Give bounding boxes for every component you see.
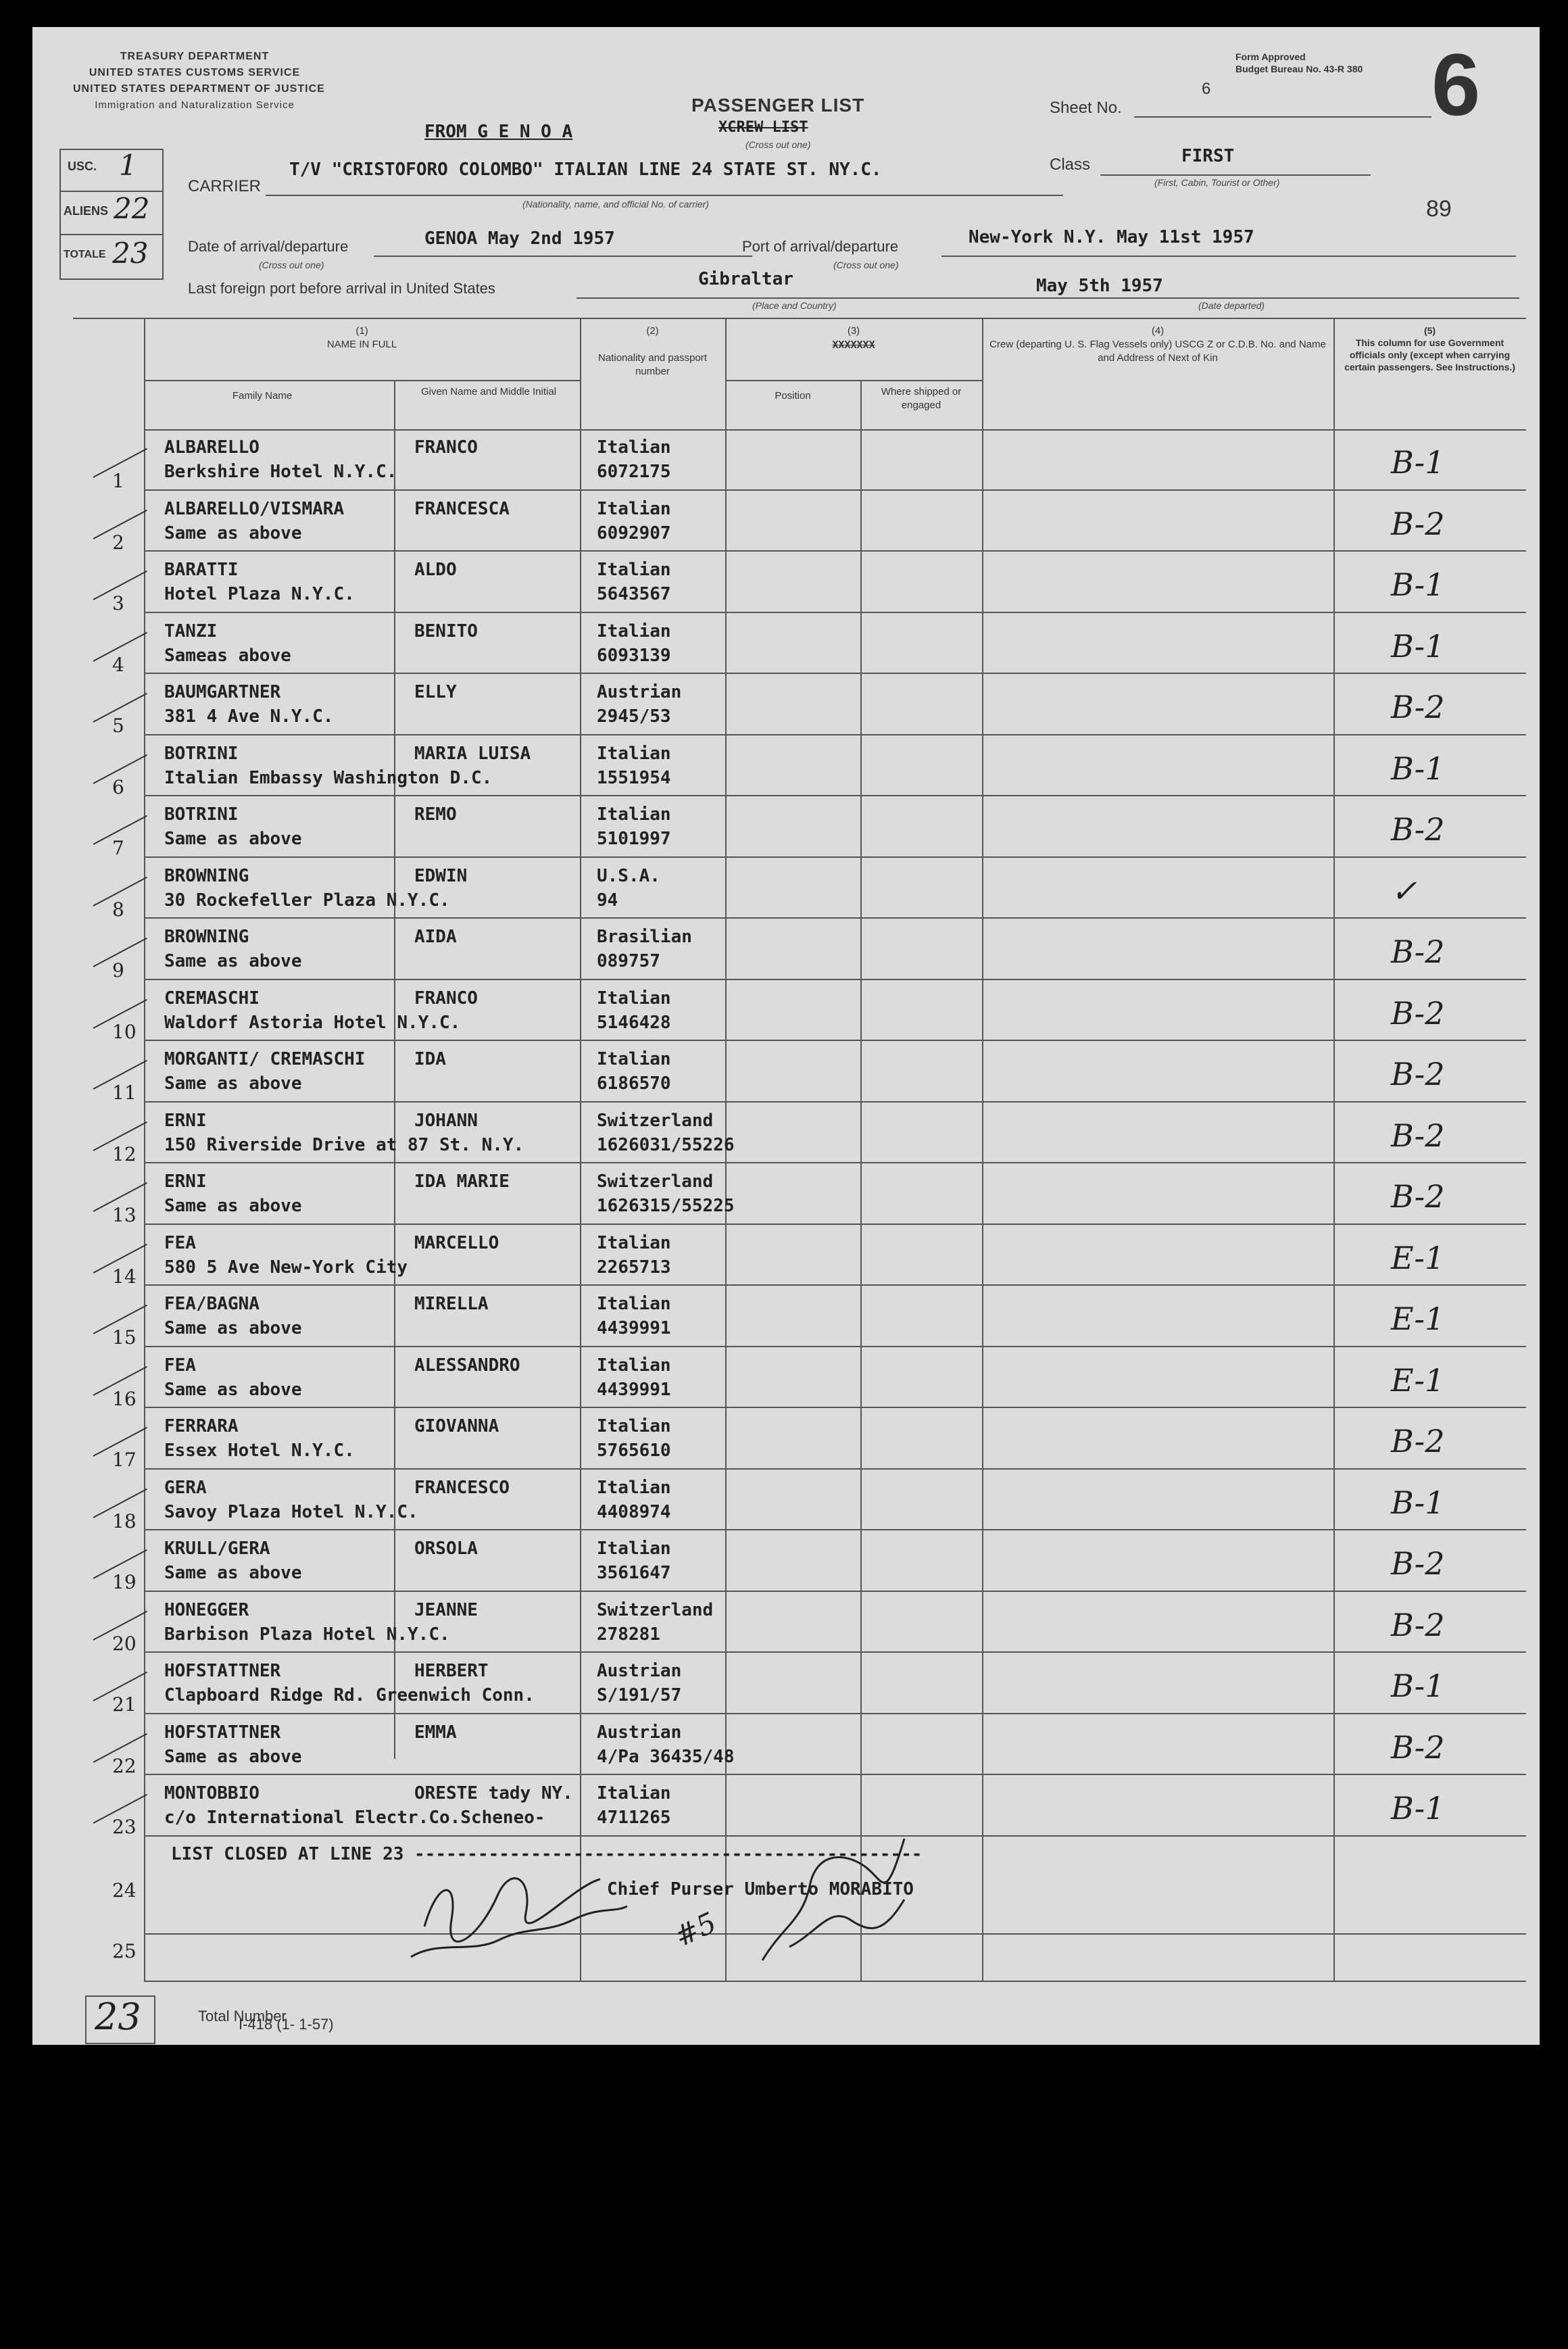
row-number: 23 xyxy=(112,1816,137,1838)
table-row xyxy=(32,1041,1540,1102)
passenger-passport: 4439991 xyxy=(597,1379,671,1400)
passenger-address: Clapboard Ridge Rd. Greenwich Conn. xyxy=(164,1685,535,1705)
passenger-nationality: Italian xyxy=(597,1355,671,1376)
col1-title: NAME IN FULL xyxy=(326,339,397,350)
passenger-nationality: Italian xyxy=(597,1294,671,1314)
col5-title: This column for use Government officials only (except when carrying certain passengers. See Instructions.) xyxy=(1344,337,1515,372)
table-row xyxy=(32,1592,1540,1653)
position-header: Position xyxy=(775,390,811,402)
col3-header xyxy=(729,324,979,352)
last-port-value: Gibraltar xyxy=(698,269,793,289)
row-number: 4 xyxy=(112,653,124,676)
col5-header xyxy=(1337,324,1523,373)
row-number: 3 xyxy=(112,592,124,614)
crew-list-struck: XCREW LIST xyxy=(718,119,808,136)
table-row xyxy=(32,735,1540,796)
passenger-nationality: Italian xyxy=(597,560,671,580)
tally-total-value: 23 xyxy=(112,237,149,270)
passenger-family-name: FEA xyxy=(164,1355,196,1376)
col1-number: (1) xyxy=(356,325,368,337)
cross-out-note: (Cross out one) xyxy=(745,139,811,150)
place-note: (Place and Country) xyxy=(752,300,837,311)
passenger-family-name: ALBARELLO xyxy=(164,437,260,458)
passenger-address: Same as above xyxy=(164,1318,302,1338)
dept-line-3: UNITED STATES DEPARTMENT OF JUSTICE xyxy=(73,83,325,95)
total-value: 23 xyxy=(95,1995,141,2038)
tally-aliens-value: 22 xyxy=(114,192,150,225)
passenger-given-name: ORSOLA xyxy=(414,1539,478,1559)
visa-class-mark: B-2 xyxy=(1391,1423,1445,1459)
passenger-passport: 5643567 xyxy=(597,584,671,604)
passenger-family-name: CREMASCHI xyxy=(164,988,260,1009)
officer-signature xyxy=(397,1839,681,1974)
row-number: 8 xyxy=(112,898,124,921)
passenger-family-name: ALBARELLO/VISMARA xyxy=(164,498,345,519)
passenger-nationality: Austrian xyxy=(597,1722,682,1743)
passenger-family-name: FEA/BAGNA xyxy=(164,1294,260,1314)
row-number: 11 xyxy=(112,1082,137,1104)
row-number: 13 xyxy=(112,1204,137,1226)
row-number: 17 xyxy=(112,1449,137,1471)
row-number: 22 xyxy=(112,1754,137,1777)
col2-number: (2) xyxy=(646,325,659,337)
port-value: New-York N.Y. May 11st 1957 xyxy=(969,227,1254,247)
col4-header xyxy=(989,324,1327,365)
date-note: (Cross out one) xyxy=(259,260,324,270)
passenger-passport: 6093139 xyxy=(597,645,671,666)
visa-class-mark: B-2 xyxy=(1391,689,1445,725)
passenger-given-name: GIOVANNA xyxy=(414,1416,499,1436)
passenger-address: Same as above xyxy=(164,1379,302,1400)
passenger-nationality: U.S.A. xyxy=(597,865,660,886)
col4-title: Crew (departing U. S. Flag Vessels only) USCG Z or C.D.B. No. and Name and Address of Next of Kin xyxy=(989,339,1326,364)
visa-class-mark: B-2 xyxy=(1391,1545,1445,1582)
col3-title: XXXXXXX xyxy=(832,339,875,351)
passenger-family-name: ERNI xyxy=(164,1110,207,1131)
tally-usc-label: USC. xyxy=(68,160,97,173)
passenger-nationality: Italian xyxy=(597,621,671,641)
passenger-family-name: GERA xyxy=(164,1477,207,1498)
date-value: GENOA May 2nd 1957 xyxy=(424,228,615,249)
passenger-passport: 2945/53 xyxy=(597,706,671,727)
passenger-address: 381 4 Ave N.Y.C. xyxy=(164,706,334,727)
passenger-family-name: MORGANTI/ CREMASCHI xyxy=(164,1049,366,1069)
passenger-address: Italian Embassy Washington D.C. xyxy=(164,767,493,788)
table-row xyxy=(32,1408,1540,1469)
passenger-passport: 6092907 xyxy=(597,523,671,543)
passenger-given-name: FRANCESCA xyxy=(414,498,510,519)
carrier-line xyxy=(266,195,1063,196)
row-number: 14 xyxy=(112,1265,137,1288)
passenger-family-name: BAUMGARTNER xyxy=(164,682,281,702)
signature-mark: #5 xyxy=(669,1906,722,1954)
passenger-address: Savoy Plaza Hotel N.Y.C. xyxy=(164,1501,418,1522)
passenger-given-name: ALESSANDRO xyxy=(414,1355,520,1376)
passenger-nationality: Italian xyxy=(597,743,671,764)
passenger-address: 580 5 Ave New-York City xyxy=(164,1257,408,1278)
visa-class-mark: B-1 xyxy=(1391,1668,1445,1704)
sheet-big-number: 6 xyxy=(1431,35,1481,134)
passenger-given-name: FRANCO xyxy=(414,437,478,458)
department-block xyxy=(73,49,325,114)
passenger-nationality: Italian xyxy=(597,988,671,1009)
passenger-passport: 1626031/55226 xyxy=(597,1134,735,1155)
passenger-nationality: Italian xyxy=(597,498,671,519)
port-note: (Cross out one) xyxy=(833,260,899,270)
passenger-family-name: FERRARA xyxy=(164,1416,239,1436)
passenger-family-name: BROWNING xyxy=(164,865,249,886)
passenger-passport: 278281 xyxy=(597,1624,660,1645)
passenger-nationality: Italian xyxy=(597,1049,671,1069)
passenger-address: Essex Hotel N.Y.C. xyxy=(164,1440,355,1461)
table-row xyxy=(32,1225,1540,1286)
table-row xyxy=(32,1653,1540,1714)
passenger-given-name: ALDO xyxy=(414,560,457,580)
passenger-family-name: TANZI xyxy=(164,621,218,641)
family-name-header: Family Name xyxy=(232,390,293,402)
dept-line-2: UNITED STATES CUSTOMS SERVICE xyxy=(89,67,301,78)
row-number: 12 xyxy=(112,1142,137,1165)
form-code: I-418 (1- 1-57) xyxy=(239,2016,334,2033)
passenger-given-name: IDA xyxy=(414,1049,446,1069)
passenger-nationality: Italian xyxy=(597,1232,671,1253)
passenger-passport: 2265713 xyxy=(597,1257,671,1278)
passenger-given-name: ORESTE tady NY. xyxy=(414,1783,573,1803)
given-name-header: Given Name and Middle Initial xyxy=(420,386,557,397)
port-label: Port of arrival/departure xyxy=(742,238,899,255)
passenger-family-name: HONEGGER xyxy=(164,1599,249,1620)
table-row xyxy=(32,552,1540,612)
passenger-address: Berkshire Hotel N.Y.C. xyxy=(164,462,397,482)
sheet-no-value: 6 xyxy=(1202,80,1211,98)
passenger-passport: 1626315/55225 xyxy=(597,1196,735,1216)
col4-number: (4) xyxy=(1151,325,1165,337)
passenger-passport: S/191/57 xyxy=(597,1685,682,1705)
form-title: PASSENGER LIST xyxy=(691,95,865,116)
last-port-date: May 5th 1957 xyxy=(1036,276,1163,296)
passenger-given-name: EDWIN xyxy=(414,865,468,886)
passenger-passport: 4711265 xyxy=(597,1808,671,1828)
passenger-nationality: Italian xyxy=(597,804,671,825)
passenger-family-name: MONTOBBIO xyxy=(164,1783,260,1803)
row-number: 21 xyxy=(112,1693,137,1716)
passenger-nationality: Italian xyxy=(597,1416,671,1436)
class-line xyxy=(1100,174,1371,176)
passenger-address: Same as above xyxy=(164,829,302,849)
row-number: 7 xyxy=(112,837,124,859)
passenger-given-name: MIRELLA xyxy=(414,1294,489,1314)
table-row xyxy=(32,1103,1540,1163)
row-number: 19 xyxy=(112,1571,137,1593)
form-approved: Form Approved xyxy=(1235,51,1306,62)
passenger-given-name: BENITO xyxy=(414,621,478,641)
passenger-given-name: FRANCO xyxy=(414,988,478,1009)
passenger-given-name: MARCELLO xyxy=(414,1232,499,1253)
visa-class-mark: B-2 xyxy=(1391,505,1445,542)
passenger-address: Sameas above xyxy=(164,645,291,666)
passenger-family-name: ERNI xyxy=(164,1171,207,1192)
passenger-given-name: HERBERT xyxy=(414,1661,489,1681)
passenger-address: Barbison Plaza Hotel N.Y.C. xyxy=(164,1624,450,1645)
passenger-family-name: HOFSTATTNER xyxy=(164,1722,281,1743)
passenger-passport: 4/Pa 36435/48 xyxy=(597,1746,735,1767)
row-number: 6 xyxy=(112,775,124,798)
visa-class-mark: B-2 xyxy=(1391,1178,1445,1215)
passenger-passport: 5146428 xyxy=(597,1012,671,1033)
chief-purser: Chief Purser Umberto MORABITO xyxy=(607,1879,914,1899)
passenger-nationality: Switzerland xyxy=(597,1599,714,1620)
col3-number: (3) xyxy=(847,325,860,337)
passenger-family-name: BOTRINI xyxy=(164,743,239,764)
carrier-value: T/V "CRISTOFORO COLOMBO" ITALIAN LINE 24 STATE ST. NY.C. xyxy=(289,160,882,180)
passenger-nationality: Italian xyxy=(597,1477,671,1498)
visa-class-mark: ✓ xyxy=(1391,872,1417,909)
table-top-border xyxy=(73,318,1526,319)
row-number: 9 xyxy=(112,959,124,982)
class-value: FIRST xyxy=(1181,146,1235,166)
table-row xyxy=(32,491,1540,552)
passenger-passport: 4439991 xyxy=(597,1318,671,1338)
passenger-family-name: HOFSTATTNER xyxy=(164,1661,281,1681)
visa-class-mark: B-1 xyxy=(1391,566,1445,603)
where-shipped-header: Where shipped or engaged xyxy=(881,386,962,411)
visa-class-mark: B-2 xyxy=(1391,934,1445,970)
visa-class-mark: E-1 xyxy=(1391,1239,1445,1276)
passenger-family-name: FEA xyxy=(164,1232,196,1253)
table-row xyxy=(32,1470,1540,1530)
row-number: 1 xyxy=(112,470,124,492)
passenger-family-name: BOTRINI xyxy=(164,804,239,825)
passenger-given-name: ELLY xyxy=(414,682,457,702)
passenger-family-name: BROWNING xyxy=(164,927,249,947)
passenger-given-name: MARIA LUISA xyxy=(414,743,531,764)
row-number: 5 xyxy=(112,715,124,737)
passenger-address: 30 Rockefeller Plaza N.Y.C. xyxy=(164,890,450,911)
carrier-label: CARRIER xyxy=(188,177,262,195)
inspector-signature xyxy=(749,1825,925,1981)
passenger-given-name: JEANNE xyxy=(414,1599,478,1620)
passenger-given-name: EMMA xyxy=(414,1722,457,1743)
visa-class-mark: B-2 xyxy=(1391,1117,1445,1154)
visa-class-mark: B-2 xyxy=(1391,1728,1445,1766)
passenger-address: Same as above xyxy=(164,1563,302,1583)
passenger-passport: 6186570 xyxy=(597,1073,671,1094)
passenger-given-name: IDA MARIE xyxy=(414,1171,510,1192)
tally-total-label: TOTALE xyxy=(64,249,106,260)
carrier-note: (Nationality, name, and official No. of carrier) xyxy=(522,199,709,210)
list-closed-line: LIST CLOSED AT LINE 23 ------------------------------------------------ xyxy=(171,1844,923,1864)
table-row xyxy=(32,613,1540,674)
passenger-passport: 4408974 xyxy=(597,1501,671,1522)
passenger-nationality: Austrian xyxy=(597,682,682,702)
passenger-given-name: FRANCESCO xyxy=(414,1477,510,1498)
passenger-family-name: KRULL/GERA xyxy=(164,1539,270,1559)
passenger-address: Waldorf Astoria Hotel N.Y.C. xyxy=(164,1012,461,1033)
from-genoa: FROM G E N O A xyxy=(424,122,573,142)
visa-class-mark: E-1 xyxy=(1391,1361,1445,1399)
table-row xyxy=(32,1714,1540,1775)
table-row xyxy=(32,919,1540,982)
table-row xyxy=(32,429,1540,490)
visa-class-mark: B-2 xyxy=(1391,1056,1445,1092)
passenger-address: Hotel Plaza N.Y.C. xyxy=(164,584,355,604)
passenger-passport: 3561647 xyxy=(597,1563,671,1583)
passenger-nationality: Switzerland xyxy=(597,1110,714,1131)
date-label: Date of arrival/departure xyxy=(188,238,349,255)
table-row xyxy=(32,1163,1540,1224)
visa-class-mark: B-1 xyxy=(1391,1484,1445,1521)
passenger-passport: 5765610 xyxy=(597,1440,671,1461)
passenger-given-name: AIDA xyxy=(414,927,457,947)
sheet-no-label: Sheet No. xyxy=(1050,99,1122,117)
passenger-nationality: Switzerland xyxy=(597,1171,714,1192)
passenger-passport: 5101997 xyxy=(597,829,671,849)
col2-title: Nationality and passport number xyxy=(598,352,707,377)
passenger-nationality: Italian xyxy=(597,1783,671,1803)
row-number-24: 24 xyxy=(112,1879,137,1902)
dept-line-1: TREASURY DEPARTMENT xyxy=(120,51,270,62)
page-number: 89 xyxy=(1426,196,1452,222)
total-label: Total Number xyxy=(198,2008,287,2025)
last-port-label: Last foreign port before arrival in United States xyxy=(188,280,495,297)
passenger-address: Same as above xyxy=(164,523,302,543)
passenger-family-name: BARATTI xyxy=(164,560,239,580)
visa-class-mark: B-1 xyxy=(1391,627,1445,664)
class-label: Class xyxy=(1050,155,1091,174)
visa-class-mark: B-2 xyxy=(1391,1606,1445,1643)
visa-class-mark: B-2 xyxy=(1391,994,1445,1032)
table-row xyxy=(32,1286,1540,1347)
tally-aliens-label: ALIENS xyxy=(64,204,109,218)
row-number: 20 xyxy=(112,1632,137,1655)
passenger-nationality: Brasilian xyxy=(597,927,692,947)
budget-bureau: Budget Bureau No. 43-R 380 xyxy=(1235,64,1363,74)
passenger-passport: 94 xyxy=(597,890,618,911)
passenger-nationality: Austrian xyxy=(597,1661,682,1681)
row-number: 18 xyxy=(112,1509,137,1532)
row-number: 16 xyxy=(112,1387,137,1410)
passenger-passport: 1551954 xyxy=(597,767,671,788)
row-number: 10 xyxy=(112,1020,137,1043)
visa-class-mark: B-2 xyxy=(1391,811,1445,848)
table-row xyxy=(32,980,1540,1041)
passenger-given-name: REMO xyxy=(414,804,457,825)
col2-header xyxy=(583,324,722,379)
passenger-passport: 6072175 xyxy=(597,462,671,482)
row-number: 2 xyxy=(112,531,124,554)
table-row xyxy=(32,858,1540,919)
visa-class-mark: E-1 xyxy=(1391,1301,1445,1337)
sheet-no-line xyxy=(1134,116,1431,118)
col1-header xyxy=(144,324,580,352)
class-note: (First, Cabin, Tourist or Other) xyxy=(1154,177,1280,188)
passenger-nationality: Italian xyxy=(597,437,671,458)
row-number-25: 25 xyxy=(112,1940,137,1962)
passenger-passport: 089757 xyxy=(597,951,660,971)
passenger-address: Same as above xyxy=(164,951,302,971)
passenger-address: Same as above xyxy=(164,1073,302,1094)
passenger-address: Same as above xyxy=(164,1196,302,1216)
visa-class-mark: B-1 xyxy=(1391,1790,1445,1826)
table-row xyxy=(32,674,1540,735)
passenger-nationality: Italian xyxy=(597,1539,671,1559)
visa-class-mark: B-1 xyxy=(1391,444,1445,481)
row-number: 15 xyxy=(112,1326,137,1349)
table-row xyxy=(32,1530,1540,1591)
passenger-address: c/o International Electr.Co.Scheneo- xyxy=(164,1808,545,1828)
passenger-list-sheet xyxy=(32,27,1540,2045)
visa-class-mark: B-1 xyxy=(1391,750,1445,787)
col5-number: (5) xyxy=(1423,325,1436,336)
passenger-address: Same as above xyxy=(164,1746,302,1767)
passenger-given-name: JOHANN xyxy=(414,1110,478,1131)
date-departed-note: (Date departed) xyxy=(1198,300,1265,311)
table-row xyxy=(32,1347,1540,1408)
table-row xyxy=(32,796,1540,857)
tally-usc-value: 1 xyxy=(119,149,137,182)
passenger-address: 150 Riverside Drive at 87 St. N.Y. xyxy=(164,1134,524,1155)
dept-line-4: Immigration and Naturalization Service xyxy=(95,99,295,111)
